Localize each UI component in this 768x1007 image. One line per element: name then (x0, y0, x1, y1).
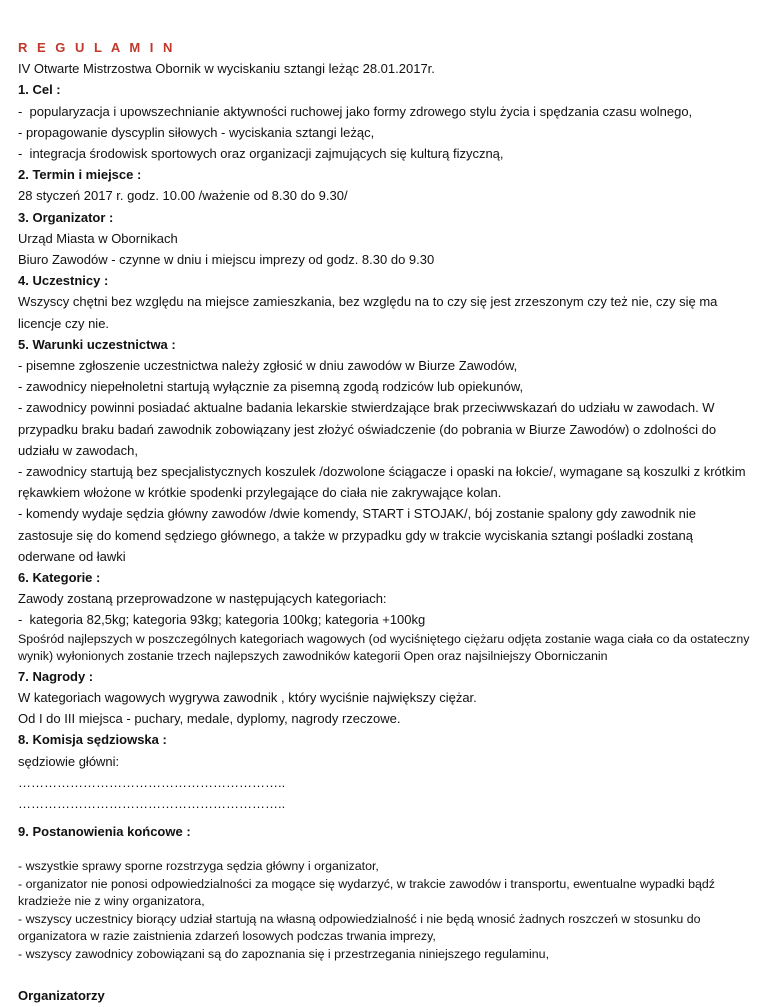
section-6-categories: - kategoria 82,5kg; kategoria 93kg; kategoria 100kg; kategoria +100kg (18, 612, 426, 628)
section-3-item: Urząd Miasta w Obornikach (18, 230, 178, 246)
section-5-item: - komendy wydaje sędzia główny zawodów /dwie komendy, START i STOJAK/, bój zostanie spalony gdy zawodnik nie zastosuje się do komend sędziego głównego, a także w przypadku gdy w trakcie wyciskania sztangi pośladki zostaną oderwane od ławki (18, 506, 697, 564)
section-1-item: - propagowanie dyscyplin siłowych - wyciskania sztangi leżąc, (18, 124, 375, 140)
section-5-heading: 5. Warunki uczestnictwa : (18, 336, 176, 352)
judge-blank-line: …………………………………………………….. (18, 795, 286, 811)
regulations-document (18, 37, 750, 1007)
section-1-item: - popularyzacja i upowszechnianie aktywności ruchowej jako formy zdrowego stylu życia i spędzania czasu wolnego, (18, 103, 693, 119)
section-8-heading: 8. Komisja sędziowska : (18, 732, 167, 748)
organizers-footer: Organizatorzy (18, 988, 105, 1004)
section-9-item: - wszystkie sprawy sporne rozstrzyga sędzia główny i organizator, (18, 859, 379, 874)
document-subtitle: IV Otwarte Mistrzostwa Obornik w wyciskaniu sztangi leżąc 28.01.2017r. (18, 61, 435, 77)
section-1-heading: 1. Cel : (18, 82, 61, 98)
section-7-heading: 7. Nagrody : (18, 668, 94, 684)
section-3-heading: 3. Organizator : (18, 209, 114, 225)
section-9-item: - wszyscy uczestnicy biorący udział startują na własną odpowiedzialność i nie będą wnosić żadnych roszczeń w stosunku do organizatora w razie zaistnienia zdarzeń losowych podczas trwania imprezy, (18, 911, 701, 944)
section-2-text: 28 styczeń 2017 r. godz. 10.00 /ważenie od 8.30 do 9.30/ (18, 188, 348, 204)
section-3-item: Biuro Zawodów - czynne w dniu i miejscu imprezy od godz. 8.30 do 9.30 (18, 252, 435, 268)
section-4-text: Wszyscy chętni bez względu na miejsce zamieszkania, bez względu na to czy się jest zrzeszonym czy też nie, czy się ma licencje czy nie. (18, 294, 718, 331)
section-5-item: - pisemne zgłoszenie uczestnictwa należy zgłosić w dniu zawodów w Biurze Zawodów, (18, 358, 518, 374)
section-1-item: - integracja środowisk sportowych oraz organizacji zajmujących się kulturą fizyczną, (18, 146, 504, 162)
document-title: R E G U L A M I N (18, 40, 176, 55)
section-8-label: sędziowie główni: (18, 753, 120, 769)
section-6-note: Spośród najlepszych w poszczególnych kategoriach wagowych (od wyciśniętego ciężaru odjęta zostanie waga ciała co da ostateczny wynik) wyłonionych zostanie trzech najlepszych zawodników kategorii Open oraz najsilniejszy Oborniczanin (18, 631, 750, 664)
section-9-item: - wszyscy zawodnicy zobowiązani są do zapoznania się i przestrzegania niniejszego regulaminu, (18, 946, 550, 961)
section-6-heading: 6. Kategorie : (18, 570, 101, 586)
section-9-item: - organizator nie ponosi odpowiedzialności za mogące się wydarzyć, w trakcie zawodów i transportu, ewentualne wypadki bądź kradzieże nie z winy organizatora, (18, 876, 715, 909)
section-2-heading: 2. Termin i miejsce : (18, 167, 142, 183)
section-5-item: - zawodnicy startują bez specjalistycznych koszulek /dozwolone ściągacze i opaski na łokcie/, wymagane są koszulki z krótkim rękawkiem włożone w krótkie spodenki przylegające do ciała nie zakrywające kolan. (18, 464, 746, 501)
judge-blank-line: …………………………………………………….. (18, 774, 286, 790)
section-4-heading: 4. Uczestnicy : (18, 273, 109, 289)
section-9-heading: 9. Postanowienia końcowe : (18, 824, 191, 840)
section-5-item: - zawodnicy niepełnoletni startują wyłącznie za pisemną zgodą rodziców lub opiekunów, (18, 379, 524, 395)
section-6-intro: Zawody zostaną przeprowadzone w następujących kategoriach: (18, 591, 387, 607)
section-7-item: W kategoriach wagowych wygrywa zawodnik , który wyciśnie największy ciężar. (18, 689, 477, 705)
section-5-item: - zawodnicy powinni posiadać aktualne badania lekarskie stwierdzające brak przeciwwskazań do udziału w zawodach. W przypadku braku badań zawodnik zobowiązany jest złożyć oświadczenie (do pobrania w Biurze Zawodów) o zdolności do udziału w zawodach, (18, 400, 717, 458)
section-7-item: Od I do III miejsca - puchary, medale, dyplomy, nagrody rzeczowe. (18, 711, 401, 727)
